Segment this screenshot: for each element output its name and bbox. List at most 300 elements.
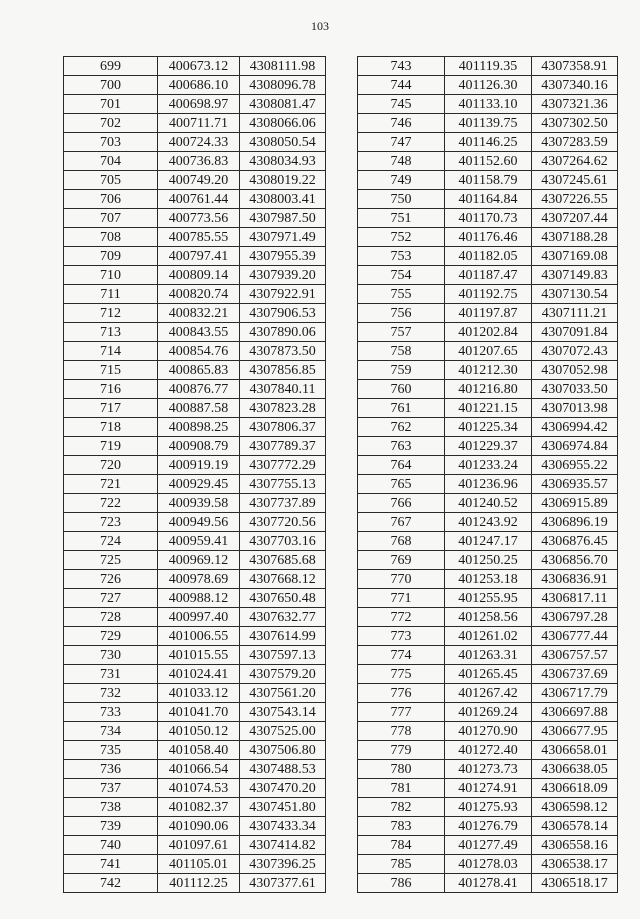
x-coordinate-cell: 401158.79 <box>445 171 532 190</box>
table-row <box>358 475 618 494</box>
y-coordinate-cell: 4307789.37 <box>240 437 326 456</box>
point-number-cell: 778 <box>358 722 445 741</box>
table-row <box>358 247 618 266</box>
y-coordinate-cell: 4307579.20 <box>240 665 326 684</box>
y-coordinate-cell: 4307597.13 <box>240 646 326 665</box>
y-coordinate-cell: 4308096.78 <box>240 76 326 95</box>
y-coordinate-cell: 4307971.49 <box>240 228 326 247</box>
point-number-cell: 729 <box>64 627 158 646</box>
y-coordinate-cell: 4307226.55 <box>532 190 618 209</box>
x-coordinate-cell: 400876.77 <box>158 380 240 399</box>
point-number-cell: 736 <box>64 760 158 779</box>
point-number-cell: 708 <box>64 228 158 247</box>
x-coordinate-cell: 401275.93 <box>445 798 532 817</box>
x-coordinate-cell: 401225.34 <box>445 418 532 437</box>
point-number-cell: 720 <box>64 456 158 475</box>
table-row <box>64 551 326 570</box>
table-row <box>64 171 326 190</box>
y-coordinate-cell: 4307955.39 <box>240 247 326 266</box>
point-number-cell: 759 <box>358 361 445 380</box>
table-row <box>64 646 326 665</box>
table-row <box>358 418 618 437</box>
table-row <box>64 817 326 836</box>
y-coordinate-cell: 4306856.70 <box>532 551 618 570</box>
x-coordinate-cell: 401024.41 <box>158 665 240 684</box>
x-coordinate-cell: 400773.56 <box>158 209 240 228</box>
y-coordinate-cell: 4307111.21 <box>532 304 618 323</box>
x-coordinate-cell: 401258.56 <box>445 608 532 627</box>
point-number-cell: 775 <box>358 665 445 684</box>
y-coordinate-cell: 4307614.99 <box>240 627 326 646</box>
y-coordinate-cell: 4306518.17 <box>532 874 618 893</box>
point-number-cell: 715 <box>64 361 158 380</box>
table-row <box>64 361 326 380</box>
x-coordinate-cell: 400809.14 <box>158 266 240 285</box>
y-coordinate-cell: 4307543.14 <box>240 703 326 722</box>
point-number-cell: 727 <box>64 589 158 608</box>
table-row <box>358 323 618 342</box>
y-coordinate-cell: 4306896.19 <box>532 513 618 532</box>
table-row <box>358 342 618 361</box>
table-row <box>358 703 618 722</box>
x-coordinate-cell: 400820.74 <box>158 285 240 304</box>
table-row <box>64 437 326 456</box>
y-coordinate-cell: 4307091.84 <box>532 323 618 342</box>
x-coordinate-cell: 401152.60 <box>445 152 532 171</box>
point-number-cell: 742 <box>64 874 158 893</box>
x-coordinate-cell: 401250.25 <box>445 551 532 570</box>
x-coordinate-cell: 401212.30 <box>445 361 532 380</box>
table-row <box>358 760 618 779</box>
point-number-cell: 732 <box>64 684 158 703</box>
x-coordinate-cell: 400969.12 <box>158 551 240 570</box>
point-number-cell: 750 <box>358 190 445 209</box>
y-coordinate-cell: 4306717.79 <box>532 684 618 703</box>
point-number-cell: 731 <box>64 665 158 684</box>
x-coordinate-cell: 401216.80 <box>445 380 532 399</box>
point-number-cell: 743 <box>358 57 445 76</box>
x-coordinate-cell: 401176.46 <box>445 228 532 247</box>
y-coordinate-cell: 4306538.17 <box>532 855 618 874</box>
point-number-cell: 756 <box>358 304 445 323</box>
table-row <box>358 228 618 247</box>
table-row <box>64 133 326 152</box>
y-coordinate-cell: 4307169.08 <box>532 247 618 266</box>
point-number-cell: 773 <box>358 627 445 646</box>
x-coordinate-cell: 400711.71 <box>158 114 240 133</box>
y-coordinate-cell: 4307340.16 <box>532 76 618 95</box>
x-coordinate-cell: 401192.75 <box>445 285 532 304</box>
x-coordinate-cell: 400898.25 <box>158 418 240 437</box>
point-number-cell: 700 <box>64 76 158 95</box>
point-number-cell: 762 <box>358 418 445 437</box>
point-number-cell: 746 <box>358 114 445 133</box>
point-number-cell: 767 <box>358 513 445 532</box>
point-number-cell: 747 <box>358 133 445 152</box>
y-coordinate-cell: 4307939.20 <box>240 266 326 285</box>
point-number-cell: 741 <box>64 855 158 874</box>
table-row <box>64 608 326 627</box>
table-row <box>358 171 618 190</box>
x-coordinate-cell: 401126.30 <box>445 76 532 95</box>
x-coordinate-cell: 400686.10 <box>158 76 240 95</box>
x-coordinate-cell: 400698.97 <box>158 95 240 114</box>
point-number-cell: 769 <box>358 551 445 570</box>
x-coordinate-cell: 401269.24 <box>445 703 532 722</box>
x-coordinate-cell: 400988.12 <box>158 589 240 608</box>
y-coordinate-cell: 4307823.28 <box>240 399 326 418</box>
table-row <box>358 190 618 209</box>
y-coordinate-cell: 4307703.16 <box>240 532 326 551</box>
y-coordinate-cell: 4307283.59 <box>532 133 618 152</box>
table-row <box>64 760 326 779</box>
table-row <box>64 266 326 285</box>
table-row <box>358 646 618 665</box>
point-number-cell: 785 <box>358 855 445 874</box>
table-row <box>358 494 618 513</box>
y-coordinate-cell: 4307561.20 <box>240 684 326 703</box>
x-coordinate-cell: 401243.92 <box>445 513 532 532</box>
point-number-cell: 765 <box>358 475 445 494</box>
y-coordinate-cell: 4307668.12 <box>240 570 326 589</box>
coordinate-table-left <box>63 56 326 893</box>
x-coordinate-cell: 401236.96 <box>445 475 532 494</box>
table-row <box>64 475 326 494</box>
point-number-cell: 770 <box>358 570 445 589</box>
point-number-cell: 780 <box>358 760 445 779</box>
point-number-cell: 710 <box>64 266 158 285</box>
point-number-cell: 711 <box>64 285 158 304</box>
point-number-cell: 739 <box>64 817 158 836</box>
point-number-cell: 703 <box>64 133 158 152</box>
table-row <box>64 665 326 684</box>
x-coordinate-cell: 401207.65 <box>445 342 532 361</box>
table-row <box>358 380 618 399</box>
table-row <box>64 570 326 589</box>
y-coordinate-cell: 4307033.50 <box>532 380 618 399</box>
x-coordinate-cell: 400832.21 <box>158 304 240 323</box>
point-number-cell: 749 <box>358 171 445 190</box>
table-row <box>358 513 618 532</box>
y-coordinate-cell: 4306935.57 <box>532 475 618 494</box>
x-coordinate-cell: 401229.37 <box>445 437 532 456</box>
page-number: 103 <box>311 19 329 33</box>
x-coordinate-cell: 400997.40 <box>158 608 240 627</box>
point-number-cell: 722 <box>64 494 158 513</box>
table-row <box>358 798 618 817</box>
x-coordinate-cell: 401270.90 <box>445 722 532 741</box>
x-coordinate-cell: 401112.25 <box>158 874 240 893</box>
point-number-cell: 712 <box>64 304 158 323</box>
table-row <box>358 836 618 855</box>
y-coordinate-cell: 4307396.25 <box>240 855 326 874</box>
table-row <box>358 285 618 304</box>
point-number-cell: 716 <box>64 380 158 399</box>
y-coordinate-cell: 4308066.06 <box>240 114 326 133</box>
point-number-cell: 733 <box>64 703 158 722</box>
table-row <box>64 247 326 266</box>
point-number-cell: 702 <box>64 114 158 133</box>
x-coordinate-cell: 401041.70 <box>158 703 240 722</box>
y-coordinate-cell: 4307772.29 <box>240 456 326 475</box>
y-coordinate-cell: 4307264.62 <box>532 152 618 171</box>
y-coordinate-cell: 4307433.34 <box>240 817 326 836</box>
table-row <box>358 608 618 627</box>
point-number-cell: 766 <box>358 494 445 513</box>
table-row <box>358 437 618 456</box>
y-coordinate-cell: 4308111.98 <box>240 57 326 76</box>
table-row <box>358 133 618 152</box>
point-number-cell: 753 <box>358 247 445 266</box>
table-row <box>64 532 326 551</box>
point-number-cell: 709 <box>64 247 158 266</box>
x-coordinate-cell: 400939.58 <box>158 494 240 513</box>
coordinate-table-right <box>357 56 618 893</box>
y-coordinate-cell: 4306658.01 <box>532 741 618 760</box>
point-number-cell: 754 <box>358 266 445 285</box>
point-number-cell: 751 <box>358 209 445 228</box>
y-coordinate-cell: 4307358.91 <box>532 57 618 76</box>
point-number-cell: 786 <box>358 874 445 893</box>
point-number-cell: 783 <box>358 817 445 836</box>
x-coordinate-cell: 401187.47 <box>445 266 532 285</box>
point-number-cell: 776 <box>358 684 445 703</box>
y-coordinate-cell: 4307377.61 <box>240 874 326 893</box>
y-coordinate-cell: 4306955.22 <box>532 456 618 475</box>
x-coordinate-cell: 401276.79 <box>445 817 532 836</box>
x-coordinate-cell: 401278.03 <box>445 855 532 874</box>
x-coordinate-cell: 401033.12 <box>158 684 240 703</box>
y-coordinate-cell: 4308050.54 <box>240 133 326 152</box>
table-row <box>64 323 326 342</box>
point-number-cell: 771 <box>358 589 445 608</box>
x-coordinate-cell: 400978.69 <box>158 570 240 589</box>
x-coordinate-cell: 401058.40 <box>158 741 240 760</box>
point-number-cell: 730 <box>64 646 158 665</box>
x-coordinate-cell: 401247.17 <box>445 532 532 551</box>
point-number-cell: 752 <box>358 228 445 247</box>
table-row <box>64 456 326 475</box>
point-number-cell: 705 <box>64 171 158 190</box>
y-coordinate-cell: 4307806.37 <box>240 418 326 437</box>
point-number-cell: 728 <box>64 608 158 627</box>
table-row <box>64 684 326 703</box>
x-coordinate-cell: 401105.01 <box>158 855 240 874</box>
table-row <box>358 570 618 589</box>
point-number-cell: 740 <box>64 836 158 855</box>
point-number-cell: 699 <box>64 57 158 76</box>
point-number-cell: 745 <box>358 95 445 114</box>
y-coordinate-cell: 4306836.91 <box>532 570 618 589</box>
point-number-cell: 707 <box>64 209 158 228</box>
y-coordinate-cell: 4306915.89 <box>532 494 618 513</box>
y-coordinate-cell: 4308019.22 <box>240 171 326 190</box>
point-number-cell: 719 <box>64 437 158 456</box>
point-number-cell: 748 <box>358 152 445 171</box>
table-row <box>64 703 326 722</box>
y-coordinate-cell: 4307207.44 <box>532 209 618 228</box>
table-row <box>358 266 618 285</box>
point-number-cell: 764 <box>358 456 445 475</box>
y-coordinate-cell: 4306578.14 <box>532 817 618 836</box>
y-coordinate-cell: 4307922.91 <box>240 285 326 304</box>
x-coordinate-cell: 400908.79 <box>158 437 240 456</box>
point-number-cell: 713 <box>64 323 158 342</box>
y-coordinate-cell: 4308003.41 <box>240 190 326 209</box>
table-row <box>64 152 326 171</box>
y-coordinate-cell: 4307013.98 <box>532 399 618 418</box>
point-number-cell: 706 <box>64 190 158 209</box>
y-coordinate-cell: 4306697.88 <box>532 703 618 722</box>
table-row <box>64 513 326 532</box>
table-row <box>64 285 326 304</box>
point-number-cell: 701 <box>64 95 158 114</box>
x-coordinate-cell: 401274.91 <box>445 779 532 798</box>
table-row <box>64 114 326 133</box>
x-coordinate-cell: 400724.33 <box>158 133 240 152</box>
y-coordinate-cell: 4308034.93 <box>240 152 326 171</box>
x-coordinate-cell: 401278.41 <box>445 874 532 893</box>
point-number-cell: 782 <box>358 798 445 817</box>
table-row <box>64 494 326 513</box>
point-number-cell: 777 <box>358 703 445 722</box>
y-coordinate-cell: 4307506.80 <box>240 741 326 760</box>
y-coordinate-cell: 4307488.53 <box>240 760 326 779</box>
point-number-cell: 784 <box>358 836 445 855</box>
table-row <box>358 855 618 874</box>
table-row <box>64 779 326 798</box>
y-coordinate-cell: 4307302.50 <box>532 114 618 133</box>
y-coordinate-cell: 4307737.89 <box>240 494 326 513</box>
x-coordinate-cell: 400749.20 <box>158 171 240 190</box>
y-coordinate-cell: 4307890.06 <box>240 323 326 342</box>
point-number-cell: 774 <box>358 646 445 665</box>
x-coordinate-cell: 401015.55 <box>158 646 240 665</box>
point-number-cell: 755 <box>358 285 445 304</box>
y-coordinate-cell: 4306876.45 <box>532 532 618 551</box>
y-coordinate-cell: 4306817.11 <box>532 589 618 608</box>
point-number-cell: 757 <box>358 323 445 342</box>
x-coordinate-cell: 401197.87 <box>445 304 532 323</box>
y-coordinate-cell: 4306777.44 <box>532 627 618 646</box>
table-row <box>64 627 326 646</box>
point-number-cell: 761 <box>358 399 445 418</box>
point-number-cell: 726 <box>64 570 158 589</box>
table-row <box>358 532 618 551</box>
y-coordinate-cell: 4307321.36 <box>532 95 618 114</box>
point-number-cell: 718 <box>64 418 158 437</box>
y-coordinate-cell: 4307072.43 <box>532 342 618 361</box>
table-row <box>64 418 326 437</box>
x-coordinate-cell: 401277.49 <box>445 836 532 855</box>
y-coordinate-cell: 4306994.42 <box>532 418 618 437</box>
y-coordinate-cell: 4307987.50 <box>240 209 326 228</box>
table-row <box>64 190 326 209</box>
table-row <box>358 741 618 760</box>
table-row <box>358 627 618 646</box>
x-coordinate-cell: 400854.76 <box>158 342 240 361</box>
point-number-cell: 772 <box>358 608 445 627</box>
x-coordinate-cell: 401273.73 <box>445 760 532 779</box>
table-row <box>358 589 618 608</box>
table-row <box>64 342 326 361</box>
table-row <box>358 722 618 741</box>
point-number-cell: 734 <box>64 722 158 741</box>
x-coordinate-cell: 401182.05 <box>445 247 532 266</box>
x-coordinate-cell: 400929.45 <box>158 475 240 494</box>
point-number-cell: 781 <box>358 779 445 798</box>
table-row <box>358 57 618 76</box>
y-coordinate-cell: 4307470.20 <box>240 779 326 798</box>
point-number-cell: 737 <box>64 779 158 798</box>
y-coordinate-cell: 4306598.12 <box>532 798 618 817</box>
point-number-cell: 714 <box>64 342 158 361</box>
table-row <box>358 456 618 475</box>
table-row <box>64 380 326 399</box>
table-row <box>358 76 618 95</box>
table-row <box>358 399 618 418</box>
y-coordinate-cell: 4306638.05 <box>532 760 618 779</box>
x-coordinate-cell: 401170.73 <box>445 209 532 228</box>
x-coordinate-cell: 401090.06 <box>158 817 240 836</box>
x-coordinate-cell: 401050.12 <box>158 722 240 741</box>
x-coordinate-cell: 401261.02 <box>445 627 532 646</box>
y-coordinate-cell: 4306974.84 <box>532 437 618 456</box>
x-coordinate-cell: 400761.44 <box>158 190 240 209</box>
x-coordinate-cell: 401272.40 <box>445 741 532 760</box>
x-coordinate-cell: 401164.84 <box>445 190 532 209</box>
x-coordinate-cell: 400785.55 <box>158 228 240 247</box>
x-coordinate-cell: 400843.55 <box>158 323 240 342</box>
table-row <box>358 874 618 893</box>
y-coordinate-cell: 4307525.00 <box>240 722 326 741</box>
table-row <box>64 874 326 893</box>
point-number-cell: 724 <box>64 532 158 551</box>
table-row <box>358 551 618 570</box>
y-coordinate-cell: 4306677.95 <box>532 722 618 741</box>
table-row <box>358 95 618 114</box>
table-row <box>64 741 326 760</box>
table-row <box>358 114 618 133</box>
y-coordinate-cell: 4307720.56 <box>240 513 326 532</box>
table-row <box>358 817 618 836</box>
point-number-cell: 717 <box>64 399 158 418</box>
table-row <box>64 589 326 608</box>
y-coordinate-cell: 4307632.77 <box>240 608 326 627</box>
x-coordinate-cell: 401006.55 <box>158 627 240 646</box>
x-coordinate-cell: 401082.37 <box>158 798 240 817</box>
point-number-cell: 758 <box>358 342 445 361</box>
table-row <box>358 209 618 228</box>
table-row <box>64 304 326 323</box>
y-coordinate-cell: 4307245.61 <box>532 171 618 190</box>
x-coordinate-cell: 401253.18 <box>445 570 532 589</box>
table-row <box>358 665 618 684</box>
point-number-cell: 721 <box>64 475 158 494</box>
table-row <box>64 836 326 855</box>
x-coordinate-cell: 400919.19 <box>158 456 240 475</box>
y-coordinate-cell: 4307856.85 <box>240 361 326 380</box>
y-coordinate-cell: 4306737.69 <box>532 665 618 684</box>
x-coordinate-cell: 401139.75 <box>445 114 532 133</box>
point-number-cell: 738 <box>64 798 158 817</box>
point-number-cell: 704 <box>64 152 158 171</box>
table-row <box>64 855 326 874</box>
table-row <box>64 95 326 114</box>
y-coordinate-cell: 4306757.57 <box>532 646 618 665</box>
x-coordinate-cell: 401233.24 <box>445 456 532 475</box>
table-row <box>64 76 326 95</box>
